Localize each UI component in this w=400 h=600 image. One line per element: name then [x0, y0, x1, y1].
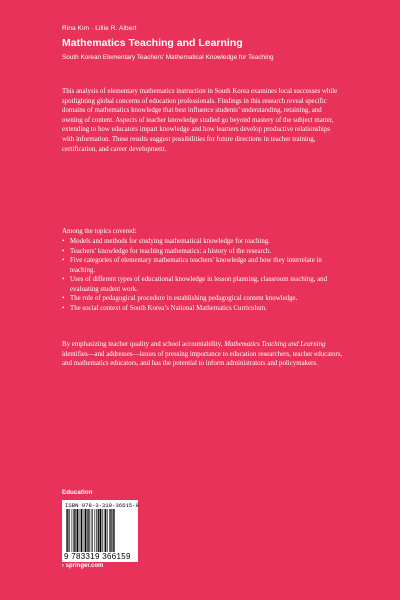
- closing-book-title: Mathematics Teaching and Learning: [224, 341, 326, 348]
- closing-paragraph: [62, 340, 344, 369]
- publisher-website: › springer.com: [62, 563, 104, 569]
- list-item: • Uses of different types of educational knowledge in lesson planning, classroom teaching, and evaluating student work.: [62, 275, 344, 294]
- authors: Rina Kim · Lillie R. Albert: [62, 25, 137, 32]
- subject-category: Education: [62, 489, 93, 496]
- list-item: • The role of pedagogical procedure in establishing pedagogical content knowledge.: [62, 294, 344, 304]
- isbn-label: ISBN 978-3-319-36615-9: [65, 502, 139, 509]
- list-item: • Teachers’ knowledge for teaching mathematics: a history of the research.: [62, 247, 344, 257]
- barcode-bars: [66, 509, 134, 552]
- description-paragraph: This analysis of elementary mathematics instruction in South Korea examines local successes while spotlighting global concerns of education professionals. Findings in this research reveal specific domains of mathematics knowledge that best influence students’ understanding, retaining, and owning of content. Aspects of teacher knowledge studied go beyond mastery of the subject matter, extending to how educators impart knowledge and how learners develop productive relationships with information. These results suggest possibilities for future directions in teacher training, certification, and career development.: [62, 88, 338, 153]
- list-item: • Five categories of elementary mathematics teachers’ knowledge and how they interrelate in teaching.: [62, 256, 344, 275]
- barcode: [62, 500, 138, 562]
- closing-text-end: identifies––and addresses––issues of pressing importance to education researchers, teacher educators, and mathematics educators, and has the potential to inform administrators and policymakers.: [62, 350, 343, 368]
- barcode-number: 9 783319 366159: [64, 552, 131, 561]
- topics-list: [62, 237, 344, 313]
- list-item: • The social context of South Korea’s National Mathematics Curriculum.: [62, 304, 344, 314]
- topics-intro: Among the topics covered:: [62, 228, 137, 235]
- book-title: Mathematics Teaching and Learning: [62, 37, 243, 49]
- list-item: • Models and methods for studying mathematical knowledge for teaching.: [62, 237, 344, 247]
- closing-text-start: By emphasizing teacher quality and school accountability,: [62, 341, 225, 348]
- book-subtitle: South Korean Elementary Teachers’ Mathematical Knowledge for Teaching: [62, 54, 274, 61]
